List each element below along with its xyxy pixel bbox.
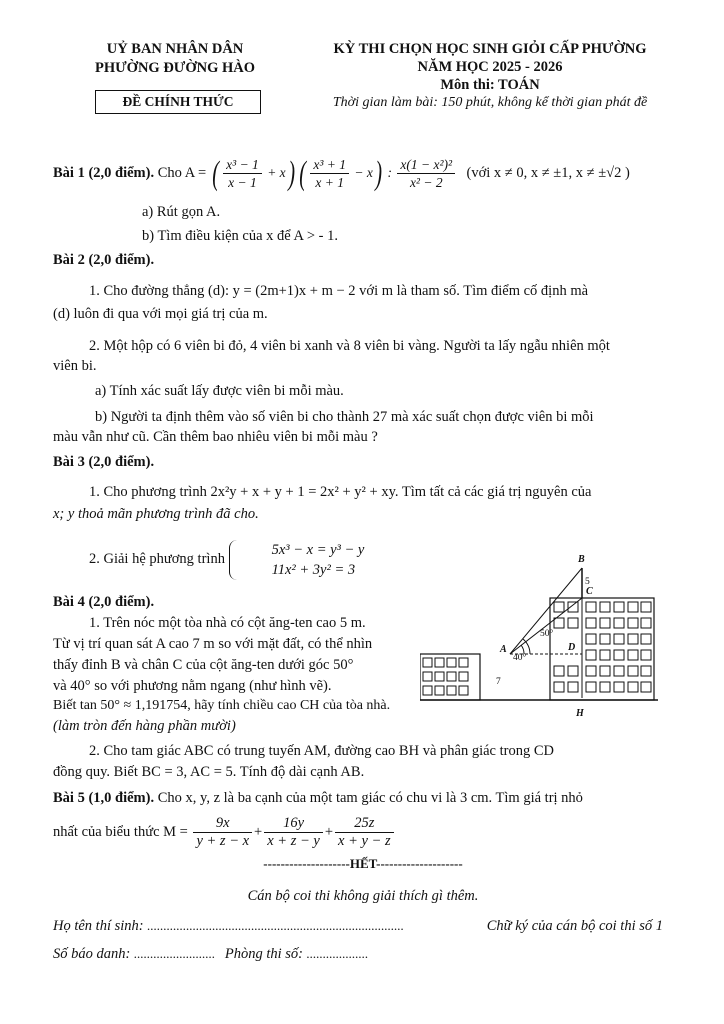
label-len5: 5 [585,577,590,587]
name-label: Họ tên thí sinh: [53,918,144,934]
bai3-p2-label: 2. Giải hệ phương trình [89,551,225,567]
bai2-p2-l2: viên bi. [53,358,97,374]
bai1-statement [53,148,673,198]
subject: Môn thi: TOÁN [440,77,540,93]
bai1-intro: Cho A = [157,165,207,181]
bai4-l5: Biết tan 50° ≈ 1,191754, hãy tính chiều cao CH của tòa nhà. [53,698,391,713]
bai5-frac1 [193,815,252,850]
bai1-title: Bài 1 (2,0 điểm). [53,165,155,181]
issuer-line1: UỶ BAN NHÂN DÂN [106,41,244,57]
bai5-statement [53,788,673,808]
sbd-label: Số báo danh: [53,946,131,962]
bai5-title: Bài 5 (1,0 điểm). [53,790,155,806]
exam-title: KỲ THI CHỌN HỌC SINH GIỎI CẤP PHƯỜNG [333,41,647,57]
bai5-f1-den: y + z − x [196,833,250,850]
school-year: NĂM HỌC 2025 - 2026 [417,59,563,75]
label-d: D [568,642,576,653]
bai5-frac3 [335,815,394,850]
label-a: A [500,644,507,655]
label-ang50: 50° [540,629,554,639]
bai5-f1-num: 9x [193,815,252,833]
bai4-p2-l1: 2. Cho tam giác ABC có trung tuyến AM, đường cao BH và phân giác trong CD [89,743,554,759]
bai3-eq2: 11x² + 3y² = 3 [271,561,356,578]
bai5-f3-den: x + y − z [338,833,391,850]
label-ang40: 40° [513,653,527,663]
name-blank: ............................................................................... [147,918,404,933]
exam-time: Thời gian làm bài: 150 phút, không kể thời gian phát đề [332,95,648,110]
end-marker: --------------------HẾT-------------------- [263,856,463,871]
bai1-a: a) Rút gọn A. [142,204,221,220]
label-b: B [578,554,585,565]
bai4-p2-l2: đồng quy. Biết BC = 3, AC = 5. Tính độ dài cạnh AB. [53,764,365,780]
invigilator-note: Cán bộ coi thi không giải thích gì thêm. [247,888,479,904]
bai4-l6: (làm tròn đến hàng phần mười) [53,718,236,734]
issuer-block [70,40,280,78]
bai5-f2-den: x + z − y [267,833,320,850]
bai5-f3-num: 25z [335,815,394,833]
bai2-p2-l1: 2. Một hộp có 6 viên bi đỏ, 4 viên bi xanh và 8 viên bi vàng. Người ta lấy ngẫu nhiên một [89,338,610,354]
bai3-p2 [53,536,413,582]
bai4-l4: và 40° so với phương nằm ngang (như hình vẽ). [53,678,332,694]
bai3-p1-l1: 1. Cho phương trình 2x²y + x + y + 1 = 2x² + y² + xy. Tìm tất cả các giá trị nguyên của [89,484,592,500]
bai4-l2: Từ vị trí quan sát A cao 7 m so với mặt đất, có thể nhìn [53,636,373,652]
bai1-condition: (với x ≠ 0, x ≠ ±1, x ≠ ±√2 ) [466,165,630,181]
label-len7: 7 [496,677,501,687]
small-building [420,654,480,700]
bai1-formula: ( $\frac{\text{x³ − 1}}{x - 1}$ + x) ( $\frac{\text{x³ + 1}}{x + 1}$ − x) : $\frac{\text{x(1 − x²)²}}{\text{x² − 2}}$ [210,165,461,180]
signature-label: Chữ ký của cán bộ coi thi số 1 [486,918,663,934]
small-building-windows [423,658,468,695]
bai2-p2b-l1: b) Người ta định thêm vào số viên bi cho thành 27 mà xác suất chọn được viên bi mỗi [95,409,594,425]
bai2-p2b-l2: màu vẫn như cũ. Cần thêm bao nhiêu viên bi mỗi màu ? [53,429,378,445]
room-label: Phòng thi số: [224,946,303,962]
exam-title-block [300,40,680,94]
label-c: C [586,586,593,597]
issuer-line2: PHƯỜNG ĐƯỜNG HÀO [94,60,256,76]
label-h: H [576,708,584,719]
bai2-p2a: a) Tính xác suất lấy được viên bi mỗi màu. [95,383,344,399]
bai2-p1-l1: 1. Cho đường thẳng (d): y = (2m+1)x + m − 2 với m là tham số. Tìm điểm cố định mà [89,283,589,299]
bai5-frac2 [264,815,323,850]
bai2-p1-l2: (d) luôn đi qua với mọi giá trị của m. [53,306,268,322]
official-badge: ĐỀ CHÍNH THỨC [95,90,261,114]
bai5-text2: nhất của biểu thức M = [53,824,188,840]
bai4-l3: thấy đỉnh B và chân C của cột ăng-ten dưới góc 50° [53,657,354,673]
room-blank: ................... [306,946,369,961]
bai5-text: Cho x, y, z là ba cạnh của một tam giác có chu vi là 3 cm. Tìm giá trị nhỏ [157,790,583,806]
bai3-system [229,540,365,580]
candidate-id-row [53,946,673,963]
bai1-b: b) Tìm điều kiện của x để A > - 1. [142,228,338,244]
building-figure [420,548,660,728]
bai3-p1-l2: x; y thoả mãn phương trình đã cho. [53,506,259,522]
bai3-title: Bài 3 (2,0 điểm). [53,454,155,470]
bai4-title: Bài 4 (2,0 điểm). [53,594,155,610]
bai4-l1: 1. Trên nóc một tòa nhà có cột ăng-ten cao 5 m. [89,615,366,631]
bai3-eq1: 5x³ − x = y³ − y [271,541,365,558]
candidate-name-row [53,918,673,935]
bai5-f2-num: 16y [264,815,323,833]
bai5-expression: nhất của biểu thức M = $\frac{9x}{y + z - x}$ + $\frac{16y}{x + z - y}$ + $\frac{25z}{x + y - z}$ [53,810,673,854]
bai2-title: Bài 2 (2,0 điểm). [53,252,155,268]
sbd-blank: ......................... [133,946,216,961]
